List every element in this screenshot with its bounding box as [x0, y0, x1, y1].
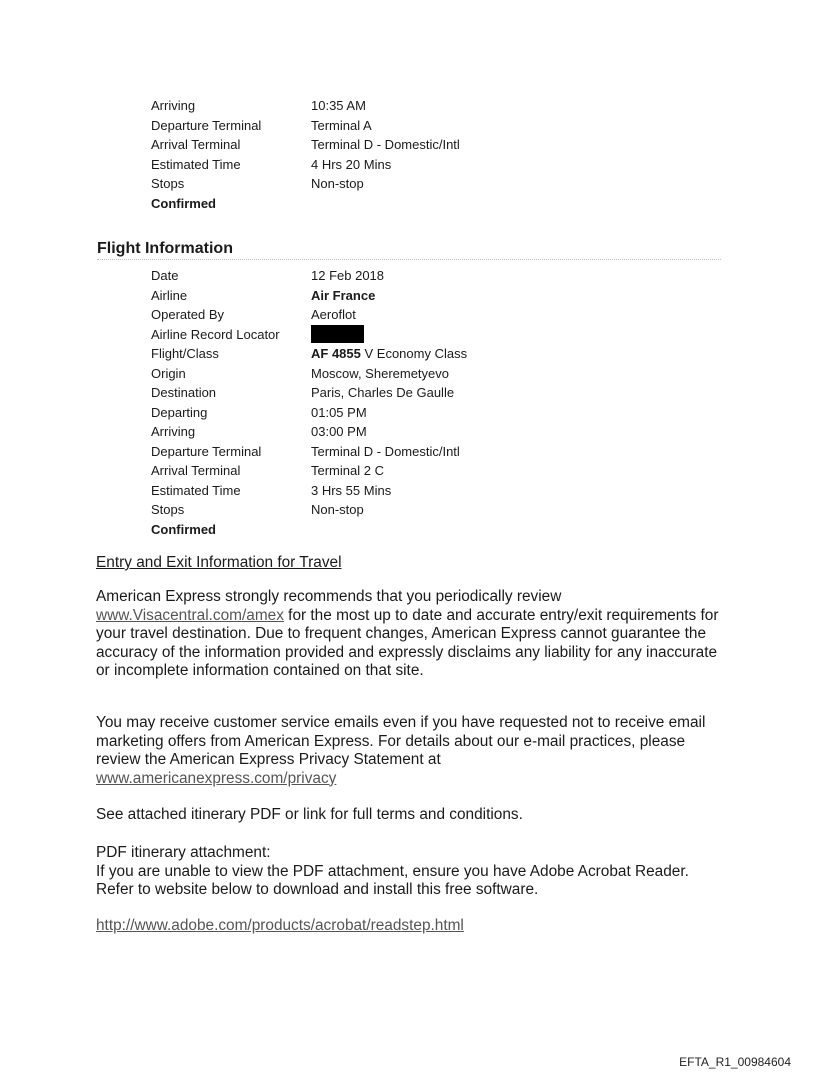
detail-row-estimated-time	[151, 481, 467, 501]
redacted-value	[311, 325, 364, 343]
detail-label: Departure Terminal	[151, 117, 262, 133]
detail-row	[151, 135, 460, 155]
entry-exit-paragraph	[96, 588, 726, 681]
detail-label: Flight/Class	[151, 346, 219, 362]
detail-row-flight-class	[151, 344, 467, 364]
flight-information-details	[151, 266, 467, 539]
detail-value: Non-stop	[311, 502, 364, 518]
detail-row-destination	[151, 383, 467, 403]
detail-label: Airline	[151, 287, 188, 303]
detail-label: Operated By	[151, 307, 224, 323]
detail-value: Air France	[311, 287, 376, 303]
pdf-attachment-text: If you are unable to view the PDF attachment, ensure you have Adobe Acrobat Reader. Refer to website below to download and install this free software.	[96, 862, 689, 898]
detail-row	[151, 116, 460, 136]
visacentral-link[interactable]: www.Visacentral.com/amex	[96, 606, 284, 624]
status-confirmed: Confirmed	[151, 195, 216, 211]
detail-row-date	[151, 266, 467, 286]
detail-label: Arrival Terminal	[151, 137, 241, 153]
detail-value: Moscow, Sheremetyevo	[311, 365, 450, 381]
entry-exit-heading: Entry and Exit Information for Travel	[96, 554, 342, 571]
previous-flight-details	[151, 96, 460, 213]
detail-value: 4 Hrs 20 Mins	[311, 156, 392, 172]
entry-exit-text: American Express strongly recommends that you periodically review	[96, 588, 562, 605]
detail-label: Estimated Time	[151, 156, 241, 172]
detail-label: Departure Terminal	[151, 443, 262, 459]
detail-value: 12 Feb 2018	[311, 268, 385, 284]
detail-value: Aeroflot	[311, 307, 356, 323]
detail-row-record-locator	[151, 325, 467, 345]
flight-class: V Economy Class	[360, 346, 468, 362]
detail-value: Terminal A	[311, 117, 372, 133]
redaction-box	[311, 325, 364, 343]
document-id-footer: EFTA_R1_00984604	[679, 1055, 791, 1069]
detail-row-departure-terminal	[151, 442, 467, 462]
privacy-paragraph	[96, 714, 726, 788]
attached-itinerary-note: See attached itinerary PDF or link for full terms and conditions.	[96, 806, 523, 823]
adobe-reader-link[interactable]: http://www.adobe.com/products/acrobat/readstep.html	[96, 917, 464, 934]
detail-value: 10:35 AM	[311, 98, 366, 114]
detail-value: 01:05 PM	[311, 404, 367, 420]
pdf-attachment-heading: PDF itinerary attachment:	[96, 844, 271, 861]
detail-row-arriving	[151, 422, 467, 442]
detail-value: Terminal D - Domestic/Intl	[311, 137, 460, 153]
adobe-link-container	[96, 917, 726, 936]
detail-row	[151, 174, 460, 194]
detail-value: Terminal 2 C	[311, 463, 384, 479]
detail-label: Arrival Terminal	[151, 463, 241, 479]
detail-row	[151, 155, 460, 175]
detail-label: Arriving	[151, 424, 196, 440]
detail-row-operated-by	[151, 305, 467, 325]
detail-value: 3 Hrs 55 Mins	[311, 482, 392, 498]
detail-label: Date	[151, 268, 179, 284]
status-confirmed: Confirmed	[151, 521, 216, 537]
privacy-link[interactable]: www.americanexpress.com/privacy	[96, 769, 337, 787]
detail-value: 03:00 PM	[311, 424, 367, 440]
section-title-flight-information: Flight Information	[97, 240, 721, 260]
detail-label: Stops	[151, 502, 185, 518]
detail-value: Paris, Charles De Gaulle	[311, 385, 455, 401]
flight-number: AF 4855	[311, 346, 361, 362]
detail-label: Departing	[151, 404, 208, 420]
detail-value: Terminal D - Domestic/Intl	[311, 443, 460, 459]
detail-row-arrival-terminal	[151, 461, 467, 481]
detail-label: Destination	[151, 385, 217, 401]
detail-row	[151, 96, 460, 116]
detail-label: Origin	[151, 365, 186, 381]
detail-label: Arriving	[151, 98, 196, 114]
detail-row-departing	[151, 403, 467, 423]
privacy-text: You may receive customer service emails even if you have requested not to receive email marketing offers from American Express. For details about our e-mail practices, please review the American Express Privacy Statement at	[96, 714, 706, 768]
detail-row-airline	[151, 286, 467, 306]
entry-exit-text-continued: for the most up to date and accurate entry/exit requirements for your travel destination. Due to frequent changes, American Express cannot guarantee the accuracy of the information provided and expressly disclaims any liability for any inaccurate or incomplete information contained on that site.	[96, 606, 719, 679]
detail-row-origin	[151, 364, 467, 384]
pdf-attachment-paragraph	[96, 844, 726, 900]
detail-label: Estimated Time	[151, 482, 241, 498]
detail-value: Non-stop	[311, 176, 364, 192]
detail-label: Stops	[151, 176, 185, 192]
detail-value	[311, 346, 467, 361]
detail-label: Airline Record Locator	[151, 326, 280, 342]
detail-row-stops	[151, 500, 467, 520]
